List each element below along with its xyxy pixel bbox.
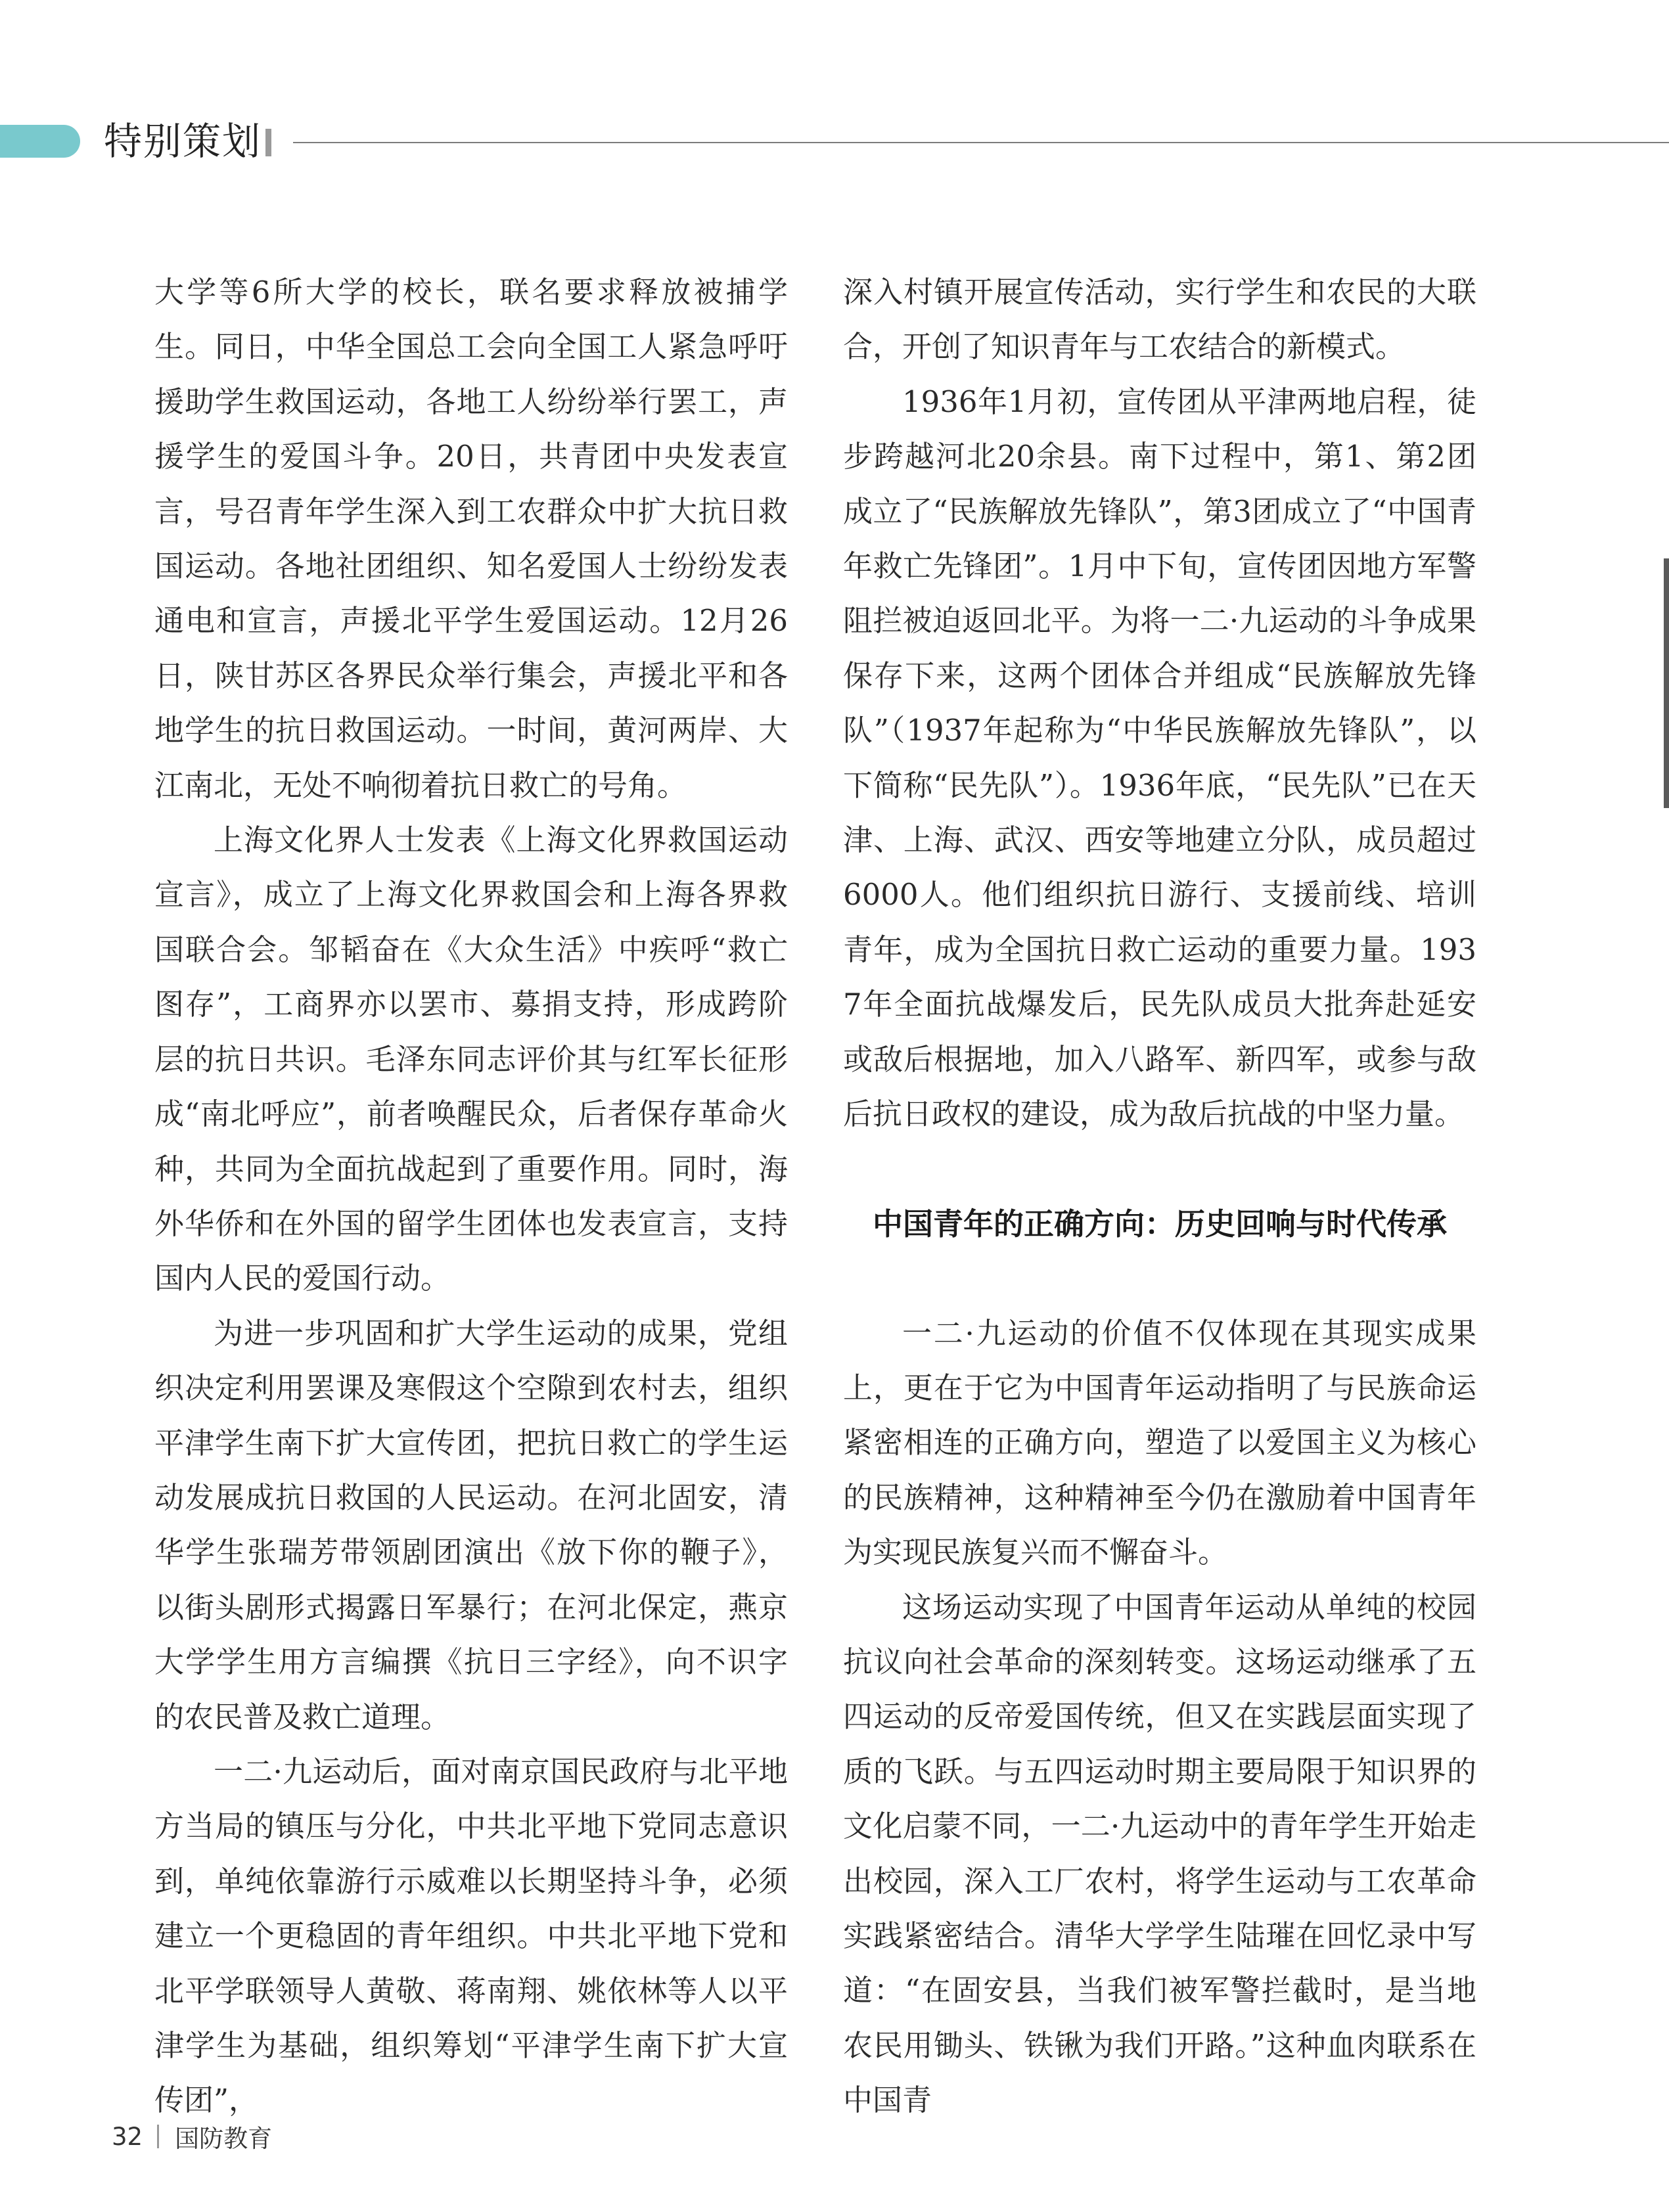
paragraph: 上海文化界人士发表《上海文化界救国运动宣言》，成立了上海文化界救国会和上海各界救国联合会。邹韬奋在《大众生活》中疾呼“救亡图存”，工商界亦以罢市、募捐支持，形成跨阶层的抗日共识。毛泽东同志评价其与红军长征形成“南北呼应”，前者唤醒民众，后者保存革命火种，共同为全面抗战起到了重要作用。同时，海外华侨和在外国的留学生团体也发表宣言，支持国内人民的爱国行动。: [154, 823, 788, 1296]
left-column: [154, 265, 788, 2128]
paragraph: 这场运动实现了中国青年运动从单纯的校园抗议向社会革命的深刻转变。这场运动继承了五四运动的反帝爱国传统，但又在实践层面实现了质的飞跃。与五四运动时期主要局限于知识界的文化启蒙不同，一二·九运动中的青年学生开始走出校园，深入工厂农村，将学生运动与工农革命实践紧密结合。清华大学学生陆璀在回忆录中写道：“在固安县，当我们被军警拦截时，是当地农民用锄头、铁锹为我们开路。”这种血肉联系在中国青: [843, 1589, 1476, 2118]
page-footer: [112, 2117, 272, 2156]
publication-name: 国防教育: [175, 2125, 273, 2153]
header-divider-bar: [265, 129, 271, 156]
paragraph: 1936年1月初，宣传团从平津两地启程，徒步跨越河北20余县。南下过程中，第1、第2团成立了“民族解放先锋队”，第3团成立了“中国青年救亡先锋团”。1月中下旬，宣传团因地方军警阻拦被迫返回北平。为将一二·九运动的斗争成果保存下来，这两个团体合并组成“民族解放先锋队”（1937年起称为“中华民族解放先锋队”，以下简称“民先队”）。1936年底，“民先队”已在天津、上海、武汉、西安等地建立分队，成员超过6000人。他们组织抗日游行、支援前线、培训青年，成为全国抗日救亡运动的重要力量。1937年全面抗战爆发后，民先队成员大批奔赴延安或敌后根据地，加入八路军、新四军，或参与敌后抗日政权的建设，成为敌后抗战的中坚力量。: [843, 384, 1476, 1132]
paragraph: 为进一步巩固和扩大学生运动的成果，党组织决定利用罢课及寒假这个空隙到农村去，组织平津学生南下扩大宣传团，把抗日救亡的学生运动发展成抗日救国的人民运动。在河北固安，清华学生张瑞芳带领剧团演出《放下你的鞭子》，以街头剧形式揭露日军暴行；在河北保定，燕京大学学生用方言编撰《抗日三字经》，向不识字的农民普及救亡道理。: [154, 1315, 788, 1734]
footer-divider: [157, 2125, 159, 2148]
right-column: [843, 265, 1476, 2128]
section-tab-marker: [0, 125, 80, 158]
paragraph: 大学等6所大学的校长，联名要求释放被捕学生。同日，中华全国总工会向全国工人紧急呼吁援助学生救国运动，各地工人纷纷举行罢工，声援学生的爱国斗争。20日，共青团中央发表宣言，号召青年学生深入到工农群众中扩大抗日救国运动。各地社团组织、知名爱国人士纷纷发表通电和宣言，声援北平学生爱国运动。12月26日，陕甘苏区各界民众举行集会，声援北平和各地学生的抗日救国运动。一时间，黄河两岸、大江南北，无处不响彻着抗日救亡的号角。: [154, 275, 788, 803]
section-title: 特别策划: [104, 119, 262, 164]
page-number: 32: [112, 2122, 143, 2151]
paragraph: 一二·九运动后，面对南京国民政府与北平地方当局的镇压与分化，中共北平地下党同志意识到，单纯依靠游行示威难以长期坚持斗争，必须建立一个更稳固的青年组织。中共北平地下党和北平学联领导人黄敬、蒋南翔、姚依林等人以平津学生为基础，组织筹划“平津学生南下扩大宣传团”，: [154, 1753, 788, 2118]
header-rule: [293, 142, 1669, 143]
paragraph: 深入村镇开展宣传活动，实行学生和农民的大联合，开创了知识青年与工农结合的新模式。: [843, 275, 1476, 365]
paragraph: 一二·九运动的价值不仅体现在其现实成果上，更在于它为中国青年运动指明了与民族命运紧密相连的正确方向，塑造了以爱国主义为核心的民族精神，这种精神至今仍在激励着中国青年为实现民族复兴而不懈奋斗。: [843, 1315, 1476, 1570]
page-edge-mark: [1664, 558, 1669, 808]
section-heading: 中国青年的正确方向：历史回响与时代传承: [873, 1206, 1447, 1242]
